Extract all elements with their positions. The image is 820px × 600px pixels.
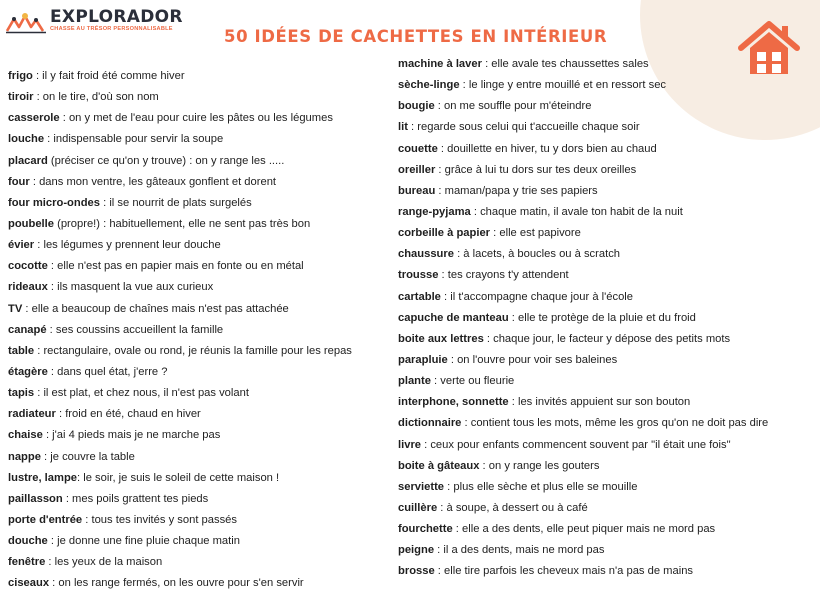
hiding-spot-term: boite aux lettres: [398, 332, 484, 345]
hiding-spot-item: [8, 193, 394, 214]
hiding-spot-clue: : verte ou fleurie: [430, 375, 515, 388]
hiding-spot-clue: : je donne une fine pluie chaque matin: [47, 535, 240, 548]
hiding-spot-term: ciseaux: [8, 577, 50, 590]
hiding-spot-clue: : elle a beaucoup de chaînes mais n'est pas attachée: [22, 302, 289, 315]
hiding-spot-item: [8, 129, 394, 150]
brand-tagline: CHASSE AU TRÉSOR PERSONNALISABLE: [50, 26, 173, 32]
hiding-spot-clue: : maman/papa y trie ses papiers: [435, 184, 598, 197]
hiding-spot-item: [8, 87, 394, 108]
hiding-spot-clue: : plus elle sèche et plus elle se mouille: [444, 480, 638, 493]
hiding-spot-item: [8, 108, 394, 129]
hiding-spot-term: four micro-ondes: [8, 196, 100, 209]
hiding-spot-item: [8, 468, 394, 489]
brand-name: EXPLORADOR: [50, 7, 183, 27]
hiding-spot-item: [8, 552, 394, 573]
hiding-spot-item: [398, 561, 816, 582]
hiding-spot-clue: : elle avale tes chaussettes sales: [481, 58, 649, 70]
hiding-spot-term: frigo: [8, 70, 33, 82]
hiding-spot-item: [398, 202, 816, 223]
hiding-spot-item: [398, 540, 816, 561]
hiding-spot-clue: : rectangulaire, ovale ou rond, je réunis la famille pour les repas: [34, 344, 352, 357]
hiding-spot-clue: (préciser ce qu'on y trouve) : on y range les .....: [47, 154, 285, 167]
hiding-spot-clue: : on y met de l'eau pour cuire les pâtes ou les légumes: [59, 112, 333, 125]
hiding-spot-clue: : ils masquent la vue aux curieux: [47, 281, 214, 294]
hiding-spot-clue: : regarde sous celui qui t'accueille chaque soir: [407, 121, 640, 134]
hiding-spot-item: [398, 371, 816, 392]
hiding-spot-term: brosse: [398, 565, 435, 578]
hiding-spot-item: [8, 151, 394, 172]
hiding-spot-item: [398, 181, 816, 202]
hiding-spot-clue: : dans mon ventre, les gâteaux gonflent et dorent: [29, 175, 277, 188]
hiding-spot-clue: : ses coussins accueillent la famille: [46, 323, 224, 336]
hiding-spot-item: [398, 139, 816, 160]
hiding-spot-clue: : on y range les gouters: [479, 459, 600, 472]
hiding-spot-term: étagère: [8, 365, 48, 378]
hiding-spot-item: [398, 117, 816, 138]
hiding-spot-clue: : dans quel état, j'erre ?: [47, 365, 168, 378]
hiding-spot-term: évier: [8, 239, 35, 252]
hiding-spot-item: [8, 425, 394, 446]
hiding-spot-clue: : douillette en hiver, tu y dors bien au chaud: [437, 142, 657, 155]
hiding-spots-right-column: [398, 54, 816, 583]
hiding-spot-item: [8, 489, 394, 510]
hiding-spot-item: [398, 498, 816, 519]
hiding-spot-clue: : il a des dents, mais ne mord pas: [434, 544, 605, 557]
hiding-spot-clue: : elle te protège de la pluie et du froid: [508, 311, 696, 324]
hiding-spot-term: poubelle: [8, 217, 54, 230]
hiding-spot-term: oreiller: [398, 163, 436, 176]
hiding-spot-clue: : contient tous les mots, même les gros qu'on ne doit pas dire: [461, 417, 769, 430]
hiding-spot-term: chaise: [8, 429, 43, 442]
brand-logo: [6, 8, 183, 34]
hiding-spot-clue: : on me souffle pour m'éteindre: [434, 100, 592, 113]
hiding-spot-item: [398, 244, 816, 265]
hiding-spot-clue: : j'ai 4 pieds mais je ne marche pas: [42, 429, 221, 442]
hiding-spot-term: serviette: [398, 480, 445, 493]
hiding-spot-clue: : chaque jour, le facteur y dépose des petits mots: [483, 332, 731, 345]
hiding-spot-term: TV: [8, 302, 23, 315]
hiding-spot-clue: : chaque matin, il avale ton habit de la nuit: [470, 205, 683, 218]
hiding-spot-clue: : il est plat, et chez nous, il n'est pas volant: [34, 387, 249, 400]
hiding-spot-clue: : elle est papivore: [490, 227, 581, 240]
hiding-spot-term: livre: [398, 438, 422, 451]
hiding-spot-clue: : mes poils grattent tes pieds: [62, 492, 209, 505]
hiding-spot-term: plante: [398, 375, 431, 388]
hiding-spot-term: cocotte: [8, 260, 48, 273]
hiding-spot-term: machine à laver: [398, 58, 482, 70]
hiding-spot-term: boite à gâteaux: [398, 459, 480, 472]
hiding-spot-clue: : grâce à lui tu dors sur tes deux oreilles: [435, 163, 637, 176]
hiding-spot-clue: : les yeux de la maison: [45, 556, 163, 569]
hiding-spot-term: parapluie: [398, 353, 448, 366]
hiding-spot-item: [398, 265, 816, 286]
hiding-spot-term: fourchette: [398, 523, 453, 536]
hiding-spot-clue: : elle n'est pas en papier mais en fonte ou en métal: [47, 260, 304, 273]
hiding-spot-term: range-pyjama: [398, 205, 471, 218]
hiding-spot-item: [398, 54, 816, 75]
hiding-spot-term: capuche de manteau: [398, 311, 509, 324]
hiding-spot-term: louche: [8, 133, 45, 146]
hiding-spot-term: rideaux: [8, 281, 48, 294]
hiding-spot-item: [398, 329, 816, 350]
hiding-spot-term: cartable: [398, 290, 441, 303]
hiding-spot-item: [398, 75, 816, 96]
hiding-spot-item: [398, 223, 816, 244]
hiding-spot-term: tapis: [8, 387, 35, 400]
hiding-spot-item: [8, 404, 394, 425]
hiding-spot-item: [8, 510, 394, 531]
hiding-spot-item: [398, 413, 816, 434]
hiding-spot-clue: : les légumes y prennent leur douche: [34, 239, 221, 252]
hiding-spot-term: sèche-linge: [398, 79, 460, 92]
hiding-spot-clue: : tes crayons t'y attendent: [438, 269, 569, 282]
hiding-spot-item: [398, 160, 816, 181]
hiding-spot-item: [8, 531, 394, 552]
hiding-spot-item: [398, 456, 816, 477]
hiding-spot-clue: : tous tes invités y sont passés: [82, 513, 237, 526]
hiding-spot-item: [398, 392, 816, 413]
hiding-spot-clue: : elle a des dents, elle peut piquer mais ne mord pas: [452, 523, 716, 536]
hiding-spot-item: [8, 447, 394, 468]
hiding-spot-term: casserole: [8, 112, 60, 125]
hiding-spot-clue: : il t'accompagne chaque jour à l'école: [440, 290, 634, 303]
hiding-spot-item: [398, 350, 816, 371]
hiding-spot-term: radiateur: [8, 408, 56, 421]
hiding-spot-term: canapé: [8, 323, 47, 336]
hiding-spot-term: lit: [398, 121, 408, 134]
hiding-spot-term: dictionnaire: [398, 417, 462, 430]
hiding-spot-item: [8, 362, 394, 383]
hiding-spot-clue: : on les range fermés, on les ouvre pour s'en servir: [49, 577, 304, 590]
hiding-spot-clue: : à soupe, à dessert ou à café: [437, 501, 588, 514]
hiding-spot-item: [8, 256, 394, 277]
hiding-spot-clue: : les invités appuient sur son bouton: [508, 396, 691, 409]
hiding-spot-item: [8, 172, 394, 193]
hiding-spot-clue: : ceux pour enfants commencent souvent par "il était une fois": [421, 438, 731, 451]
hiding-spot-item: [8, 235, 394, 256]
hiding-spot-term: porte d'entrée: [8, 513, 83, 526]
hiding-spot-clue: : indispensable pour servir la soupe: [44, 133, 224, 146]
hiding-spot-term: nappe: [8, 450, 41, 463]
hiding-spot-term: bougie: [398, 100, 435, 113]
hiding-spot-term: douche: [8, 535, 48, 548]
hiding-spot-item: [8, 299, 394, 320]
hiding-spot-term: interphone, sonnette: [398, 396, 509, 409]
hiding-spot-clue: : il y fait froid été comme hiver: [32, 70, 185, 82]
hiding-spot-item: [8, 573, 394, 594]
hiding-spot-item: [398, 308, 816, 329]
hiding-spot-item: [8, 320, 394, 341]
hiding-spot-term: table: [8, 344, 35, 357]
hiding-spots-left-column: [8, 66, 394, 595]
hiding-spot-item: [8, 66, 394, 87]
hiding-spot-item: [398, 519, 816, 540]
hiding-spot-item: [398, 435, 816, 456]
hiding-spot-term: four: [8, 175, 30, 188]
hiding-spot-item: [398, 96, 816, 117]
hiding-spot-term: cuillère: [398, 501, 438, 514]
hiding-spot-clue: : on le tire, d'où son nom: [33, 91, 159, 104]
hiding-spot-clue: : le linge y entre mouillé et en ressort sec: [459, 79, 667, 92]
hiding-spot-clue: : il se nourrit de plats surgelés: [100, 196, 252, 209]
hiding-spot-term: tiroir: [8, 91, 34, 104]
hiding-spot-clue: : elle tire parfois les cheveux mais n'a pas de mains: [434, 565, 694, 578]
hiding-spot-term: chaussure: [398, 248, 454, 261]
hiding-spot-term: peigne: [398, 544, 435, 557]
hiding-spot-clue: : froid en été, chaud en hiver: [55, 408, 201, 421]
hiding-spot-item: [8, 277, 394, 298]
page-title: 50 IDÉES DE CACHETTES EN INTÉRIEUR: [224, 27, 608, 46]
hiding-spot-item: [8, 383, 394, 404]
hiding-spot-term: couette: [398, 142, 438, 155]
hiding-spot-clue: : je couvre la table: [40, 450, 135, 463]
explorador-logo-icon: [6, 10, 48, 34]
hiding-spot-term: placard: [8, 154, 48, 167]
hiding-spot-clue: : à lacets, à boucles ou à scratch: [453, 248, 621, 261]
hiding-spot-term: trousse: [398, 269, 439, 282]
hiding-spot-term: corbeille à papier: [398, 227, 491, 240]
hiding-spot-item: [398, 287, 816, 308]
hiding-spot-clue: : le soir, je suis le soleil de cette maison !: [77, 471, 280, 484]
hiding-spot-term: lustre, lampe: [8, 471, 78, 484]
hiding-spot-item: [8, 341, 394, 362]
hiding-spot-clue: : on l'ouvre pour voir ses baleines: [447, 353, 618, 366]
hiding-spot-term: bureau: [398, 184, 436, 197]
hiding-spot-clue: (propre!) : habituellement, elle ne sent pas très bon: [54, 217, 311, 230]
hiding-spot-item: [8, 214, 394, 235]
hiding-spot-term: paillasson: [8, 492, 63, 505]
hiding-spot-item: [398, 477, 816, 498]
hiding-spot-term: fenêtre: [8, 556, 46, 569]
